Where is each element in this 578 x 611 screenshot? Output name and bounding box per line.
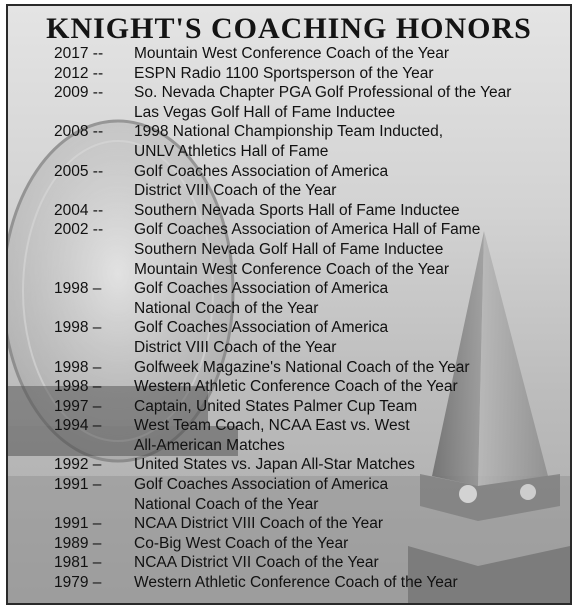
honor-entry [54, 201, 564, 221]
honor-year: 1992 – [54, 456, 102, 474]
honor-description [134, 475, 564, 514]
honor-entry [54, 318, 564, 357]
honor-description [134, 83, 564, 122]
honor-line: Western Athletic Conference Coach of the Year [134, 574, 458, 592]
honor-line: Co-Big West Coach of the Year [134, 534, 349, 552]
honors-list [54, 44, 564, 593]
honor-description [134, 416, 564, 455]
honor-entry [54, 358, 564, 378]
honor-entry [54, 455, 564, 475]
honor-line: Southern Nevada Golf Hall of Fame Inductee [134, 240, 444, 258]
honor-line: Southern Nevada Sports Hall of Fame Inductee [134, 201, 460, 219]
honor-entry [54, 220, 564, 279]
honor-year: 1998 – [54, 378, 102, 396]
honor-entry [54, 416, 564, 455]
honor-description [134, 122, 564, 161]
honor-line: West Team Coach, NCAA East vs. West [134, 417, 410, 435]
honor-line: United States vs. Japan All-Star Matches [134, 456, 415, 474]
honor-description [134, 514, 564, 534]
honor-year: 1994 – [54, 417, 102, 435]
honor-line: Western Athletic Conference Coach of the Year [134, 378, 458, 396]
honor-year: 2017 -- [54, 45, 104, 62]
honor-entry [54, 83, 564, 122]
honor-description [134, 318, 564, 357]
honor-entry [54, 514, 564, 534]
honor-entry [54, 573, 564, 593]
honor-line: Golf Coaches Association of America [134, 280, 389, 298]
honor-entry [54, 553, 564, 573]
honor-line: Golf Coaches Association of America Hall of Fame [134, 221, 481, 239]
honor-year: 1998 – [54, 319, 102, 337]
honor-line: Mountain West Conference Coach of the Year [134, 260, 450, 278]
honor-description [134, 553, 564, 573]
honor-description [134, 534, 564, 554]
honor-year: 2008 -- [54, 123, 104, 141]
honor-description [134, 279, 564, 318]
honor-year: 1989 – [54, 534, 102, 552]
honor-entry [54, 377, 564, 397]
honor-line: All-American Matches [134, 436, 285, 454]
honor-description [134, 358, 564, 378]
honor-line: NCAA District VIII Coach of the Year [134, 515, 383, 533]
honor-year: 1997 – [54, 397, 102, 415]
honor-entry [54, 64, 564, 84]
honor-line: Golf Coaches Association of America [134, 319, 389, 337]
honor-entry [54, 279, 564, 318]
honor-line: National Coach of the Year [134, 495, 319, 513]
honor-description [134, 397, 564, 417]
honor-description [134, 162, 564, 201]
honor-entry [54, 534, 564, 554]
honor-year: 1991 – [54, 515, 102, 533]
honor-line: National Coach of the Year [134, 299, 319, 317]
honors-panel [6, 4, 572, 605]
honor-line: Las Vegas Golf Hall of Fame Inductee [134, 103, 396, 121]
honor-description [134, 201, 564, 221]
honor-year: 2012 -- [54, 64, 104, 82]
honor-year: 1991 – [54, 476, 102, 494]
honor-entry [54, 122, 564, 161]
honor-description [134, 44, 564, 64]
honor-year: 2005 -- [54, 162, 104, 180]
honor-description [134, 573, 564, 593]
honor-entry [54, 44, 564, 64]
honor-year: 1981 – [54, 554, 102, 572]
honor-line: Mountain West Conference Coach of the Year [134, 45, 450, 62]
honor-line: District VIII Coach of the Year [134, 338, 337, 356]
honor-line: Golf Coaches Association of America [134, 476, 389, 494]
honor-year: 2004 -- [54, 201, 104, 219]
honor-line: Golfweek Magazine's National Coach of the Year [134, 358, 470, 376]
honor-year: 1998 – [54, 358, 102, 376]
honor-year: 2002 -- [54, 221, 104, 239]
honor-line: So. Nevada Chapter PGA Golf Professional of the Year [134, 84, 512, 102]
honor-line: UNLV Athletics Hall of Fame [134, 142, 329, 160]
honor-year: 1979 – [54, 574, 102, 592]
honor-line: Golf Coaches Association of America [134, 162, 389, 180]
page-title: KNIGHT'S COACHING HONORS [46, 12, 532, 45]
honor-line: ESPN Radio 1100 Sportsperson of the Year [134, 64, 434, 82]
honor-entry [54, 397, 564, 417]
honor-line: District VIII Coach of the Year [134, 182, 337, 200]
honor-description [134, 455, 564, 475]
honor-year: 1998 – [54, 280, 102, 298]
honor-line: Captain, United States Palmer Cup Team [134, 397, 418, 415]
honor-entry [54, 475, 564, 514]
honor-entry [54, 162, 564, 201]
honor-line: 1998 National Championship Team Inducted, [134, 123, 444, 141]
honor-year: 2009 -- [54, 84, 104, 102]
honor-description [134, 377, 564, 397]
honor-line: NCAA District VII Coach of the Year [134, 554, 379, 572]
honor-description [134, 220, 564, 279]
honor-description [134, 64, 564, 84]
